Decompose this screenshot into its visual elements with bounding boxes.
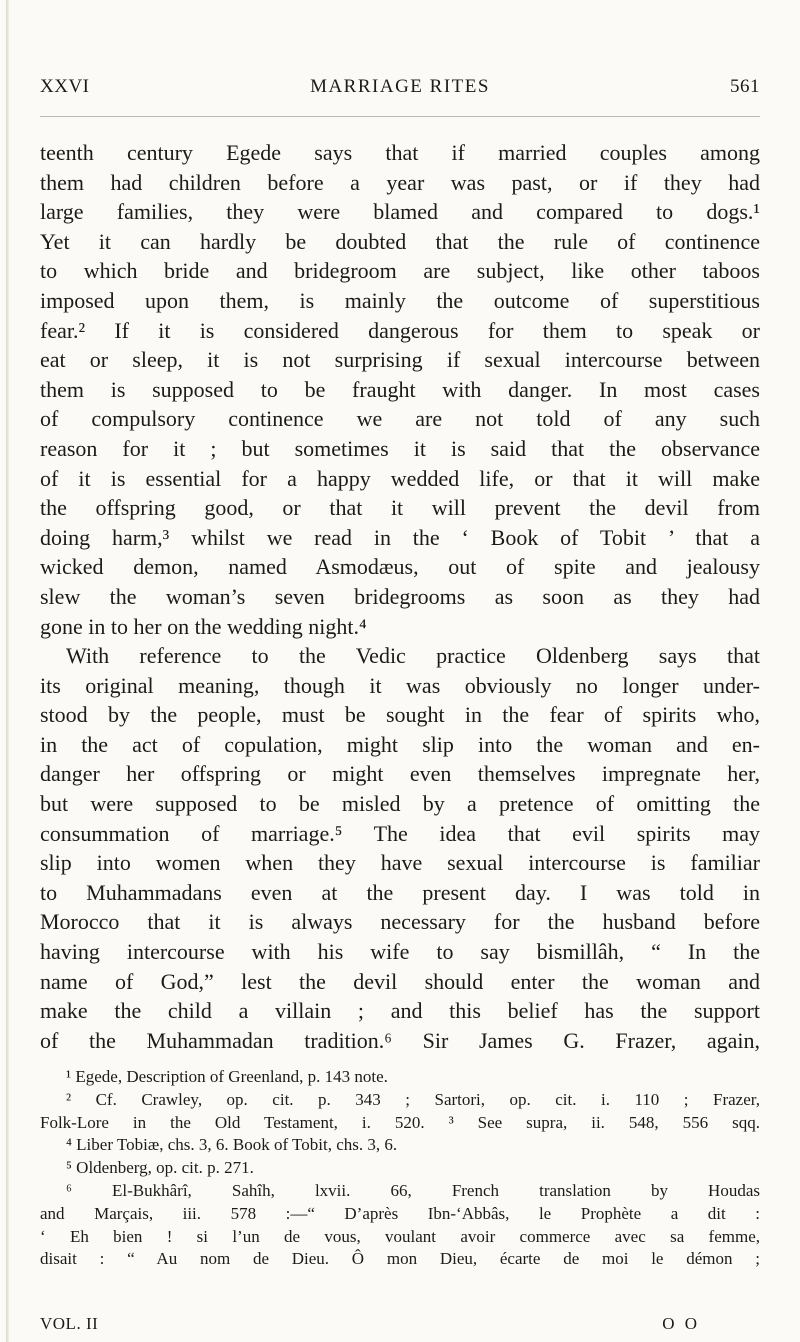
footnote-line: ‘ Eh bien ! si l’un de vous, voulant avoir commerce avec sa femme, xyxy=(40,1226,760,1246)
text-line: of the Muhammadan tradition.⁶ Sir James G. Frazer, again, xyxy=(40,1027,760,1053)
footnote-line: and Marçais, iii. 578 :—“ D’après Ibn-‘Abbâs, le Prophète a dit : xyxy=(40,1203,760,1223)
signature-line xyxy=(40,1314,760,1336)
footnote-line: ⁶ El-Bukhârî, Sahîh, lxvii. 66, French translation by Houdas xyxy=(66,1180,760,1200)
text-line: imposed upon them, is mainly the outcome of superstitious xyxy=(40,287,760,313)
text-line: wicked demon, named Asmodæus, out of spite and jealousy xyxy=(40,554,760,580)
volume-mark: VOL. II xyxy=(40,1314,99,1333)
text-line: having intercourse with his wife to say bismillâh, “ In the xyxy=(40,939,760,965)
text-line: its original meaning, though it was obviously no longer under- xyxy=(40,672,760,698)
footnote-line: Folk-Lore in the Old Testament, i. 520. ³ See supra, ii. 548, 556 sqq. xyxy=(40,1112,760,1132)
text-line: to which bride and bridegroom are subject, like other taboos xyxy=(40,258,760,284)
text-line: make the child a villain ; and this belief has the support xyxy=(40,998,760,1024)
footnote-line: ¹ Egede, Description of Greenland, p. 143 note. xyxy=(66,1067,388,1086)
text-line: in the act of copulation, might slip into the woman and en- xyxy=(40,731,760,757)
text-line: but were supposed to be misled by a pretence of omitting the xyxy=(40,791,760,817)
header-rule xyxy=(40,116,760,117)
text-line: to Muhammadans even at the present day. I was told in xyxy=(40,879,760,905)
running-head xyxy=(40,76,760,102)
text-line: consummation of marriage.⁵ The idea that evil spirits may xyxy=(40,820,760,846)
footnotes xyxy=(40,1066,760,1271)
text-line: large families, they were blamed and compared to dogs.¹ xyxy=(40,199,760,225)
text-line: the offspring good, or that it will prevent the devil from xyxy=(40,495,760,521)
text-line: fear.² If it is considered dangerous for them to speak or xyxy=(40,317,760,343)
page-number: 561 xyxy=(730,76,760,97)
text-line: eat or sleep, it is not surprising if sexual intercourse between xyxy=(40,347,760,373)
signature-mark: O O xyxy=(662,1314,700,1333)
footnote-line: ⁵ Oldenberg, op. cit. p. 271. xyxy=(66,1158,254,1178)
text-line: Morocco that it is always necessary for the husband before xyxy=(40,909,760,935)
text-line: doing harm,³ whilst we read in the ‘ Book of Tobit ’ that a xyxy=(40,524,760,550)
text-line: slip into women when they have sexual intercourse is familiar xyxy=(40,850,760,876)
text-line: slew the woman’s seven bridegrooms as soon as they had xyxy=(40,583,760,609)
text-line: danger her offspring or might even themselves impregnate her, xyxy=(40,761,760,787)
footnote-line: ⁴ Liber Tobiæ, chs. 3, 6. Book of Tobit, chs. 3, 6. xyxy=(66,1135,398,1155)
text-line: of it is essential for a happy wedded life, or that it will make xyxy=(40,465,760,491)
text-line: Yet it can hardly be doubted that the rule of continence xyxy=(40,228,760,254)
footnote-line: ² Cf. Crawley, op. cit. p. 343 ; Sartori, op. cit. i. 110 ; Frazer, xyxy=(66,1089,760,1109)
running-title: MARRIAGE RITES xyxy=(310,76,490,97)
chapter-number: XXVI xyxy=(40,76,90,97)
text-line: name of God,” lest the devil should enter the woman and xyxy=(40,968,760,994)
text-line: them is supposed to be fraught with danger. In most cases xyxy=(40,376,760,402)
text-line: them had children before a year was past, or if they had xyxy=(40,169,760,195)
text-line: With reference to the Vedic practice Oldenberg says that xyxy=(66,643,760,669)
text-line: of compulsory continence we are not told of any such xyxy=(40,406,760,432)
body-text xyxy=(40,138,760,1055)
text-line: stood by the people, must be sought in the fear of spirits who, xyxy=(40,702,760,728)
text-line: teenth century Egede says that if married couples among xyxy=(40,140,760,165)
text-line: reason for it ; but sometimes it is said that the observance xyxy=(40,435,760,461)
page-gutter-edge xyxy=(6,0,9,1342)
text-line: gone in to her on the wedding night.⁴ xyxy=(40,613,367,639)
footnote-line: disait : “ Au nom de Dieu. Ô mon Dieu, écarte de moi le démon ; xyxy=(40,1249,760,1269)
